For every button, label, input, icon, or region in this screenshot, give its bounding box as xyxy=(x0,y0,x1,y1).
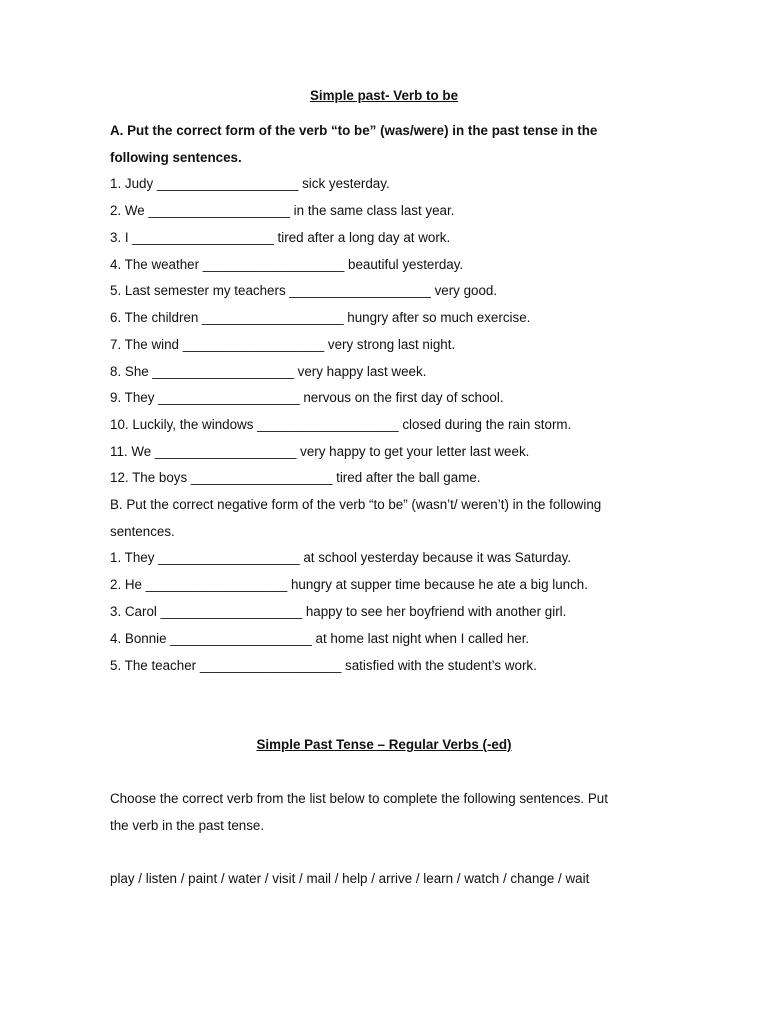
partB-item-4: 4. Bonnie ___________________ at home last night when I called her. xyxy=(110,631,530,646)
partA-item-4: 4. The weather ___________________ beautiful yesterday. xyxy=(110,257,464,272)
partB-instruction-line1: B. Put the correct negative form of the verb “to be” (wasn’t/ weren’t) in the following xyxy=(110,497,602,512)
partB-instruction-line2: sentences. xyxy=(110,524,175,539)
partB-item-1: 1. They ___________________ at school yesterday because it was Saturday. xyxy=(110,550,572,565)
partB-item-5: 5. The teacher ___________________ satisfied with the student’s work. xyxy=(110,658,537,673)
partB-item-2: 2. He ___________________ hungry at supper time because he ate a big lunch. xyxy=(110,577,588,592)
section2-instruction-line2: the verb in the past tense. xyxy=(110,818,265,833)
section2-title: Simple Past Tense – Regular Verbs (-ed) xyxy=(256,737,512,752)
partA-instruction-line2: following sentences. xyxy=(110,150,242,165)
partA-item-3: 3. I ___________________ tired after a long day at work. xyxy=(110,230,451,245)
partA-item-10: 10. Luckily, the windows ___________________ closed during the rain storm. xyxy=(110,417,572,432)
partA-item-6: 6. The children ___________________ hungry after so much exercise. xyxy=(110,310,531,325)
partB-item-3: 3. Carol ___________________ happy to see her boyfriend with another girl. xyxy=(110,604,567,619)
partA-item-12: 12. The boys ___________________ tired after the ball game. xyxy=(110,470,481,485)
partA-item-7: 7. The wind ___________________ very strong last night. xyxy=(110,337,456,352)
partA-item-11: 11. We ___________________ very happy to get your letter last week. xyxy=(110,444,530,459)
partA-item-2: 2. We ___________________ in the same class last year. xyxy=(110,203,455,218)
section2-instruction-line1: Choose the correct verb from the list below to complete the following sentences. Put xyxy=(110,791,608,806)
partA-instruction-line1: A. Put the correct form of the verb “to be” (was/were) in the past tense in the xyxy=(110,123,598,138)
partA-item-9: 9. They ___________________ nervous on the first day of school. xyxy=(110,390,504,405)
verb-word-list: play / listen / paint / water / visit / mail / help / arrive / learn / watch / change / wait xyxy=(110,871,590,886)
partA-item-8: 8. She ___________________ very happy last week. xyxy=(110,364,427,379)
partA-item-1: 1. Judy ___________________ sick yesterday. xyxy=(110,176,390,191)
partA-item-5: 5. Last semester my teachers ___________________ very good. xyxy=(110,283,498,298)
section1-title: Simple past- Verb to be xyxy=(309,88,459,103)
